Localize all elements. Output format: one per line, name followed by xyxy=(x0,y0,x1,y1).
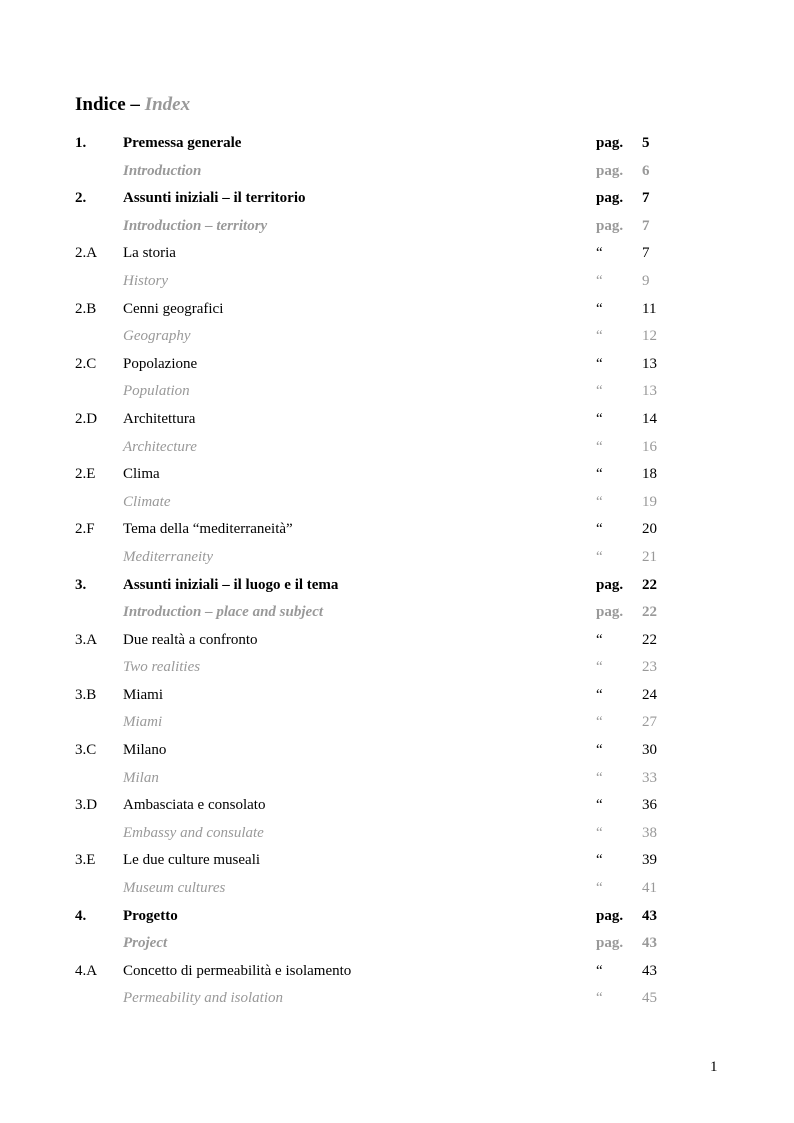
toc-entry-title: Introduction – territory xyxy=(123,217,268,234)
toc-row-translation xyxy=(75,323,695,351)
toc-page-prefix: “ xyxy=(596,466,603,483)
toc-page-prefix: “ xyxy=(596,631,603,648)
toc-entry-title: Due realtà a confronto xyxy=(123,631,258,648)
toc-entry-title: Embassy and consulate xyxy=(123,824,264,841)
toc-entry-title: Le due culture museali xyxy=(123,852,261,869)
toc-page-prefix: “ xyxy=(596,328,603,345)
toc-page-number: 22 xyxy=(642,604,657,621)
toc-page-prefix: “ xyxy=(596,962,603,979)
toc-page-prefix: “ xyxy=(596,769,603,786)
toc-page-number: 18 xyxy=(642,466,657,483)
toc-entry-title: Geography xyxy=(123,328,191,345)
toc-page-prefix: “ xyxy=(596,272,603,289)
toc-page-number: 38 xyxy=(642,824,657,841)
toc-page-number: 22 xyxy=(642,576,657,593)
toc-entry-title: Miami xyxy=(123,714,163,731)
toc-page-number: 13 xyxy=(642,383,657,400)
title-italian: Indice – xyxy=(75,94,145,115)
toc-section-number: 4.A xyxy=(75,962,98,979)
toc-page-prefix: “ xyxy=(596,797,603,814)
toc-page-prefix: “ xyxy=(596,686,603,703)
title-english: Index xyxy=(144,94,191,115)
toc-row xyxy=(75,572,695,600)
toc-page-prefix: “ xyxy=(596,300,603,317)
toc-entry-title: Assunti iniziali – il territorio xyxy=(123,190,306,207)
toc-entry-title: La storia xyxy=(123,245,176,262)
toc-page-number: 23 xyxy=(642,659,657,676)
toc-page-number: 7 xyxy=(642,217,650,234)
toc-page-number: 12 xyxy=(642,328,657,345)
toc-entry-title: Introduction – place and subject xyxy=(123,604,324,621)
toc-row-translation xyxy=(75,709,695,737)
toc-page-prefix: pag. xyxy=(596,217,624,234)
toc-entry-title: Museum cultures xyxy=(123,880,226,897)
toc-entry-title: Premessa generale xyxy=(123,135,242,151)
toc-entry-title: Milano xyxy=(123,742,167,759)
toc-entry-title: Project xyxy=(123,935,168,952)
toc-page-prefix: “ xyxy=(596,880,603,897)
toc-page-number: 21 xyxy=(642,548,657,565)
toc-page-number: 33 xyxy=(642,769,657,786)
toc-row xyxy=(75,461,695,489)
page-number: 1 xyxy=(710,1059,718,1075)
toc-section-number: 3.D xyxy=(75,797,98,814)
toc-row-translation xyxy=(75,820,695,848)
toc-row xyxy=(75,185,695,213)
toc-page-number: 43 xyxy=(642,962,657,979)
toc-row-translation xyxy=(75,875,695,903)
toc-page-prefix: “ xyxy=(596,521,603,538)
toc-row xyxy=(75,130,695,158)
toc-page-number: 43 xyxy=(642,935,657,952)
toc-entry-title: Popolazione xyxy=(123,355,198,372)
toc-section-number: 2.E xyxy=(75,466,96,483)
toc-page-prefix: pag. xyxy=(596,576,624,593)
toc-section-number: 2.C xyxy=(75,355,97,372)
toc-page-number: 22 xyxy=(642,631,657,648)
toc-page-prefix: “ xyxy=(596,438,603,455)
toc-row-translation xyxy=(75,268,695,296)
toc-page-number: 43 xyxy=(642,907,657,924)
page-title xyxy=(75,93,190,117)
toc-page-prefix: “ xyxy=(596,383,603,400)
toc-section-number: 3.A xyxy=(75,631,98,648)
toc-page-number: 13 xyxy=(642,355,657,372)
toc-entry-title: Permeability and isolation xyxy=(123,990,283,1007)
table-of-contents xyxy=(75,130,695,1013)
toc-page-prefix: “ xyxy=(596,493,603,510)
toc-page-number: 41 xyxy=(642,880,657,897)
toc-section-number: 2.A xyxy=(75,245,98,262)
toc-row xyxy=(75,627,695,655)
toc-section-number: 2.D xyxy=(75,410,98,427)
toc-entry-title: Climate xyxy=(123,493,171,510)
toc-row-translation xyxy=(75,434,695,462)
toc-page-number: 36 xyxy=(642,797,657,814)
toc-section-number: 3.B xyxy=(75,686,97,703)
toc-page-number: 24 xyxy=(642,686,657,703)
toc-page-prefix: “ xyxy=(596,245,603,262)
toc-entry-title: Two realities xyxy=(123,659,201,676)
toc-page-number: 7 xyxy=(642,245,650,262)
toc-row xyxy=(75,792,695,820)
toc-page-number: 19 xyxy=(642,493,657,510)
toc-entry-title: Mediterraneity xyxy=(123,548,213,565)
toc-page-number: 7 xyxy=(642,190,650,207)
toc-row-translation xyxy=(75,654,695,682)
toc-page-number: 6 xyxy=(642,162,650,179)
toc-row-translation xyxy=(75,378,695,406)
toc-page-prefix: “ xyxy=(596,410,603,427)
toc-entry-title: Tema della “mediterraneità” xyxy=(123,521,293,538)
toc-row xyxy=(75,406,695,434)
toc-row-translation xyxy=(75,930,695,958)
toc-row xyxy=(75,847,695,875)
toc-page-prefix: pag. xyxy=(596,935,624,952)
toc-entry-title: Introduction xyxy=(123,162,202,179)
toc-row xyxy=(75,296,695,324)
toc-section-number: 2.B xyxy=(75,300,97,317)
toc-section-number: 2. xyxy=(75,190,87,207)
toc-page-number: 11 xyxy=(642,300,657,317)
toc-row xyxy=(75,516,695,544)
toc-page-prefix: “ xyxy=(596,990,603,1007)
toc-row xyxy=(75,958,695,986)
toc-entry-title: Milan xyxy=(123,769,159,786)
toc-row-translation xyxy=(75,599,695,627)
toc-row xyxy=(75,903,695,931)
toc-entry-title: Progetto xyxy=(123,907,178,924)
toc-entry-title: Concetto di permeabilità e isolamento xyxy=(123,962,352,979)
toc-row-translation xyxy=(75,489,695,517)
toc-page-prefix: “ xyxy=(596,548,603,565)
toc-page-prefix: pag. xyxy=(596,190,624,207)
toc-entry-title: Miami xyxy=(123,686,163,703)
toc-page-number: 20 xyxy=(642,521,657,538)
toc-row-translation xyxy=(75,544,695,572)
toc-row-translation xyxy=(75,213,695,241)
toc-page-number: 9 xyxy=(642,272,650,289)
toc-entry-title: History xyxy=(123,272,168,289)
toc-entry-title: Assunti iniziali – il luogo e il tema xyxy=(123,576,339,593)
toc-page-prefix: “ xyxy=(596,714,603,731)
toc-section-number: 3. xyxy=(75,576,87,593)
toc-row xyxy=(75,351,695,379)
toc-entry-title: Clima xyxy=(123,466,160,483)
toc-entry-title: Architettura xyxy=(123,410,196,427)
toc-page-prefix: “ xyxy=(596,852,603,869)
toc-row xyxy=(75,682,695,710)
toc-section-number: 2.F xyxy=(75,521,95,538)
toc-page-number: 27 xyxy=(642,714,657,731)
toc-page-prefix: “ xyxy=(596,659,603,676)
toc-entry-title: Architecture xyxy=(123,438,197,455)
toc-page-prefix: “ xyxy=(596,742,603,759)
toc-page-number: 39 xyxy=(642,852,657,869)
toc-entry-title: Population xyxy=(123,383,190,400)
toc-page-number: 30 xyxy=(642,742,657,759)
toc-entry-title: Ambasciata e consolato xyxy=(123,797,266,814)
toc-page-prefix: pag. xyxy=(596,162,624,179)
toc-section-number: 1. xyxy=(75,135,87,151)
toc-page-prefix: pag. xyxy=(596,907,624,924)
toc-page-number: 5 xyxy=(642,135,650,151)
toc-page-number: 16 xyxy=(642,438,657,455)
toc-section-number: 3.C xyxy=(75,742,97,759)
toc-page-number: 45 xyxy=(642,990,657,1007)
toc-row-translation xyxy=(75,985,695,1013)
toc-page-prefix: “ xyxy=(596,824,603,841)
toc-entry-title: Cenni geografici xyxy=(123,300,224,317)
toc-section-number: 3.E xyxy=(75,852,96,869)
toc-page-prefix: pag. xyxy=(596,604,624,621)
toc-section-number: 4. xyxy=(75,907,87,924)
toc-row-translation xyxy=(75,158,695,186)
toc-page-prefix: “ xyxy=(596,355,603,372)
toc-row xyxy=(75,240,695,268)
toc-page-prefix: pag. xyxy=(596,135,624,151)
toc-row-translation xyxy=(75,765,695,793)
toc-row xyxy=(75,737,695,765)
toc-page-number: 14 xyxy=(642,410,657,427)
